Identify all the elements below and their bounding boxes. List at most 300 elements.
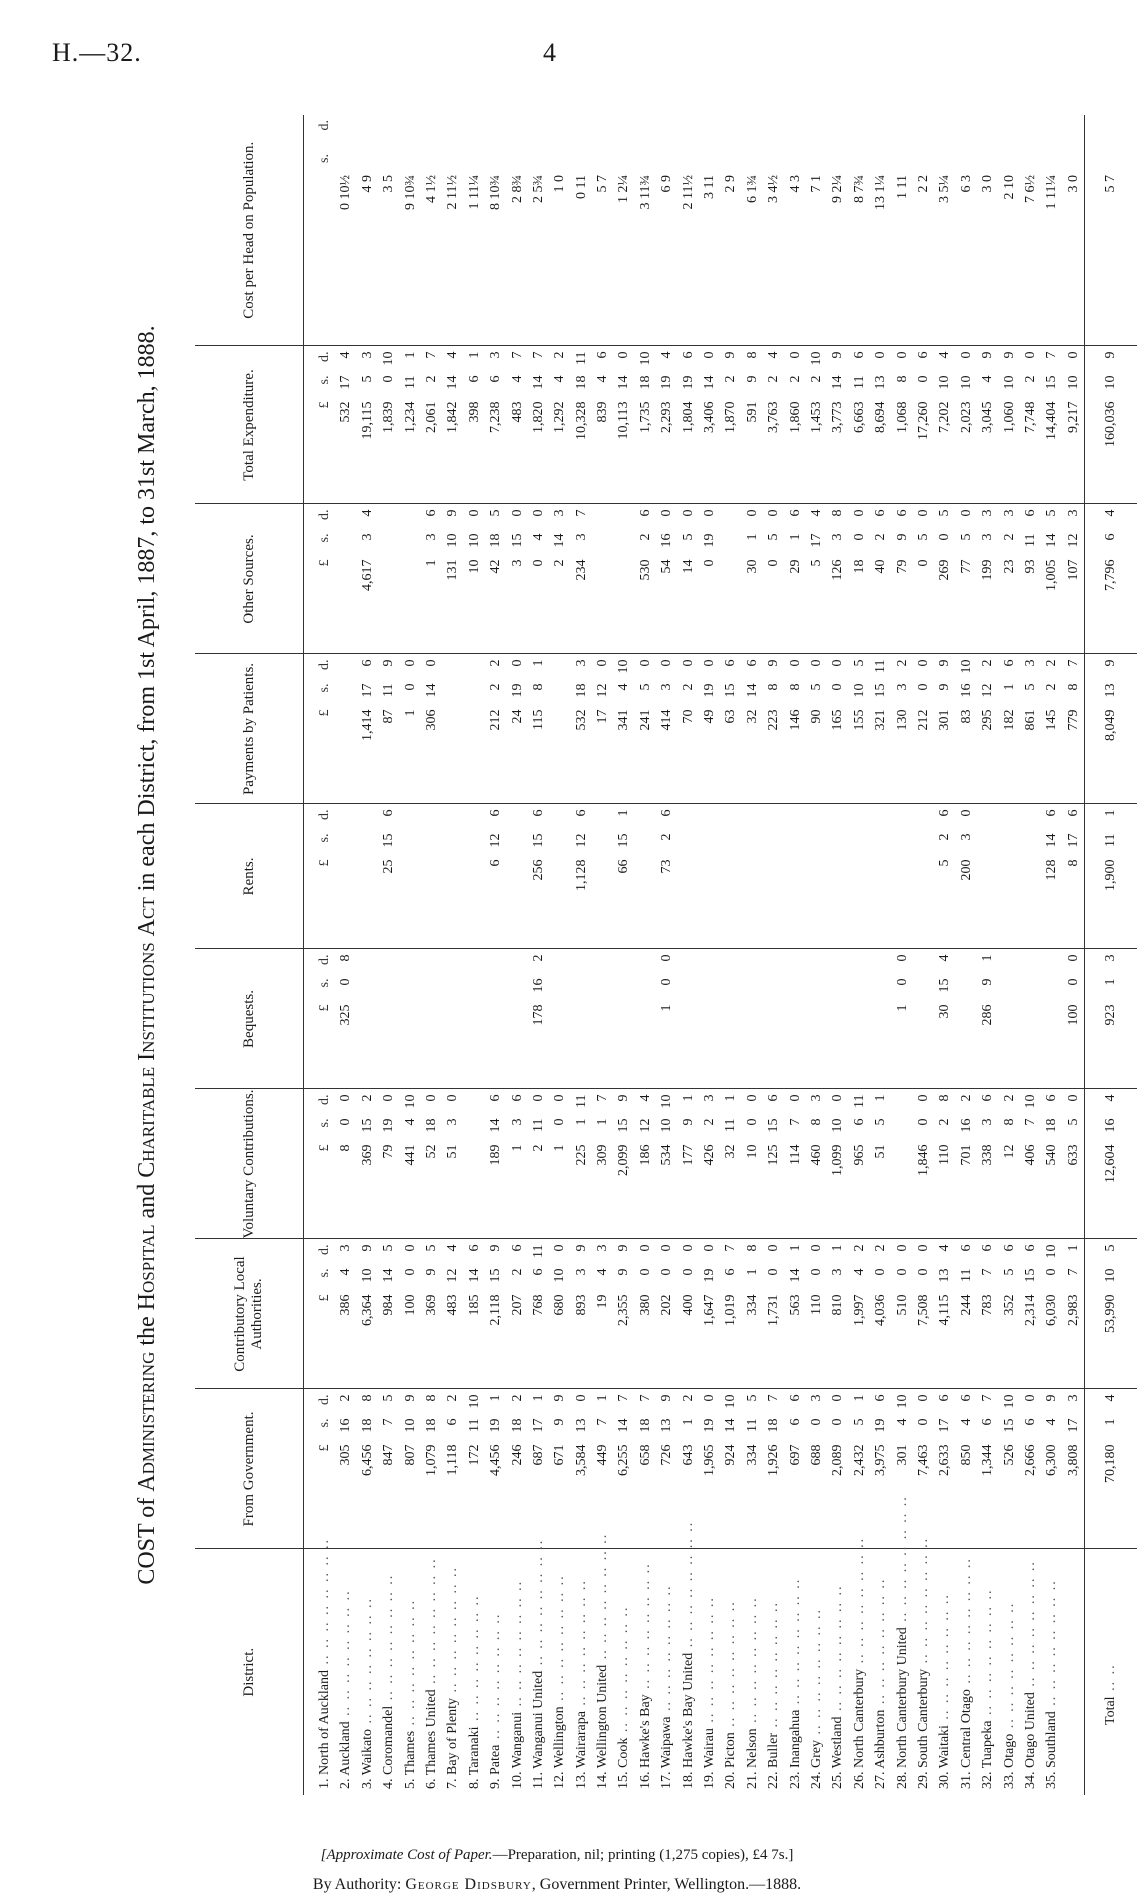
pounds: 200 <box>958 859 974 881</box>
pounds: 2,355 <box>616 1294 632 1326</box>
pounds <box>870 1005 891 1067</box>
district-row <box>528 1538 549 1796</box>
pence: 1 <box>595 1394 611 1402</box>
shillings: 14 <box>488 1118 504 1133</box>
pence: 6 <box>1022 1244 1038 1252</box>
pounds: 77 <box>958 559 974 574</box>
pounds: 110 <box>937 1144 953 1165</box>
amount-row <box>464 950 485 1089</box>
shillings: 19 <box>381 1118 397 1133</box>
pounds: 10,328 <box>573 401 589 440</box>
pence <box>613 955 634 979</box>
pounds: 32 <box>723 1144 739 1159</box>
leader-dots: .. .. .. .. .. .. .. .. <box>595 1532 611 1665</box>
pence: 9 <box>402 1394 418 1402</box>
pounds: 295 <box>980 709 996 731</box>
district-name: 24. Grey <box>808 1740 824 1789</box>
amount-row <box>400 1390 421 1549</box>
shillings: 15 <box>616 1118 632 1133</box>
pence: 0 <box>915 1244 931 1252</box>
shillings: 1 <box>744 1268 760 1276</box>
pounds <box>635 1005 656 1067</box>
amount-row <box>528 805 549 949</box>
district-row <box>934 1550 955 1796</box>
amount-row <box>977 950 998 1089</box>
pounds: 338 <box>980 1144 996 1166</box>
per-head-value: 8 7¾ <box>851 175 867 203</box>
pence: 9 <box>381 659 397 667</box>
amount-row <box>678 347 699 504</box>
local-authorities-column <box>304 1239 1085 1389</box>
per-head-value: 3 0 <box>980 175 996 193</box>
pounds: 9,217 <box>1065 401 1081 433</box>
amount-row <box>678 1240 699 1389</box>
amount-row <box>956 347 977 504</box>
shillings: 18 <box>637 375 653 390</box>
per-head-value: 0 11 <box>573 175 589 199</box>
pounds: 3,406 <box>702 401 718 433</box>
pence: 3 <box>1022 659 1038 667</box>
shillings: 6 <box>723 1268 739 1276</box>
shillings: 18 <box>359 1418 375 1433</box>
pence <box>635 810 656 834</box>
pounds: 1,731 <box>766 1294 782 1326</box>
shillings: 0 <box>402 683 418 691</box>
amount-row <box>442 347 463 504</box>
pence: 0 <box>552 1244 568 1252</box>
shillings: 11 <box>466 1418 482 1432</box>
other-sources-column <box>304 504 1085 654</box>
pence <box>699 955 720 979</box>
amount-row <box>806 1390 827 1549</box>
unit-pounds: £ <box>317 1144 332 1152</box>
pounds <box>635 860 656 922</box>
pounds: 414 <box>659 709 675 731</box>
pounds: 83 <box>958 709 974 724</box>
district-row <box>849 1536 870 1796</box>
unit-pounds: £ <box>317 1004 332 1012</box>
amount-row <box>806 805 827 949</box>
pounds <box>442 710 463 772</box>
col-header-voluntary: Voluntary Contributions. <box>195 1089 304 1239</box>
pence: 0 <box>808 1244 824 1252</box>
total-amount <box>1100 347 1121 504</box>
pence: 8 <box>744 1244 760 1252</box>
pence: 11 <box>873 659 889 673</box>
per-head-value: 4 3 <box>787 175 803 193</box>
pence <box>892 1095 913 1119</box>
amount-row <box>956 655 977 804</box>
shillings: 0 <box>851 533 867 541</box>
district-name: 3. Waikato <box>359 1728 375 1789</box>
pence: 2 <box>958 1094 974 1102</box>
pence: 9 <box>830 351 846 359</box>
pence: 0 <box>680 509 696 517</box>
shillings: 0 <box>381 375 397 383</box>
shillings: 19 <box>702 533 718 548</box>
pence: 9 <box>359 1244 375 1252</box>
per-head-column <box>304 115 1085 346</box>
pence <box>1041 955 1062 979</box>
amount-row <box>485 950 506 1089</box>
pence <box>806 955 827 979</box>
shillings <box>678 834 699 860</box>
total-label-cell: Total .. .. <box>1085 1549 1137 1795</box>
pence: 7 <box>573 509 589 517</box>
pounds: 6,663 <box>851 401 867 433</box>
shillings: 8 <box>530 683 546 691</box>
shillings <box>335 834 356 860</box>
amount-row <box>1041 347 1062 504</box>
amount-row <box>999 1390 1020 1549</box>
shillings: 7 <box>1065 1268 1081 1276</box>
amount-row <box>400 655 421 804</box>
pence: 0 <box>873 351 889 359</box>
shillings: 3 <box>659 683 675 691</box>
pence: 11 <box>530 1244 546 1258</box>
pence: 6 <box>488 1094 504 1102</box>
district-name: 1. North of Auckland <box>317 1670 332 1789</box>
unit-pounds: £ <box>317 1294 332 1302</box>
pence: 6 <box>958 1244 974 1252</box>
amount-row <box>549 347 570 504</box>
pounds: 1 <box>402 709 418 717</box>
amount-row <box>549 1090 570 1239</box>
amount-row <box>892 950 913 1089</box>
amount-row <box>934 1390 955 1549</box>
col-header-per-head: Cost per Head on Population. <box>195 115 304 346</box>
unit-pence: d. <box>317 120 332 131</box>
pence: 6 <box>1001 1244 1017 1252</box>
pence: 2 <box>894 659 910 667</box>
district-row <box>335 1550 356 1796</box>
amount-row <box>913 1090 934 1239</box>
unit-pence: d. <box>317 1394 332 1405</box>
shillings: 15 <box>766 1118 782 1133</box>
pounds: 1,344 <box>980 1444 996 1476</box>
pence: 9 <box>552 1394 568 1402</box>
pounds: 1 <box>509 1144 525 1152</box>
unit-shillings: s. <box>317 1268 332 1278</box>
pence <box>507 955 528 979</box>
amount-row <box>1020 805 1041 949</box>
district-name: 11. Wanganui United <box>530 1670 546 1789</box>
total-amount <box>1100 1390 1121 1549</box>
amount-row <box>442 950 463 1089</box>
authority-line: By Authority: George Didsbury, Government Printer, Wellington.—1888. <box>312 1876 802 1893</box>
leader-dots: .. .. .. .. .. .. .. .. <box>766 1601 782 1733</box>
pounds: 1 <box>423 559 439 567</box>
amount-row <box>913 805 934 949</box>
pounds: 1,453 <box>808 401 824 433</box>
pence: 0 <box>680 1244 696 1252</box>
pence: 10 <box>466 1394 482 1409</box>
amount-row <box>913 1390 934 1549</box>
amount-row <box>934 347 955 504</box>
shillings <box>378 979 399 1005</box>
shillings: 7 <box>1022 1118 1038 1126</box>
amount-row <box>1063 1390 1084 1549</box>
pounds: 6,255 <box>616 1444 632 1476</box>
pounds: 79 <box>894 559 910 574</box>
shillings: 13 <box>659 1418 675 1433</box>
amount-row <box>571 655 592 804</box>
pounds: 29 <box>787 559 803 574</box>
pounds: 1,647 <box>702 1294 718 1326</box>
pounds: 87 <box>381 709 397 724</box>
district-name: 7. Bay of Plenty <box>445 1698 461 1789</box>
pounds: 5 <box>937 859 953 867</box>
amount-row <box>592 347 613 504</box>
shillings: 14 <box>445 375 461 390</box>
amount-row <box>806 347 827 504</box>
shillings: 15 <box>1001 1418 1017 1433</box>
pounds: 18 <box>851 559 867 574</box>
shillings <box>485 979 506 1005</box>
pence: 6 <box>1001 659 1017 667</box>
pounds <box>357 1005 378 1067</box>
pence: 10 <box>1001 1394 1017 1409</box>
amount-row <box>613 505 634 654</box>
rents-column <box>304 804 1085 949</box>
pounds: 483 <box>445 1294 461 1316</box>
shillings: 11 <box>958 1268 974 1282</box>
amount-row <box>763 347 784 504</box>
pounds: 128 <box>1044 859 1060 881</box>
district-row <box>442 1550 463 1796</box>
pence <box>400 810 421 834</box>
pounds <box>592 560 613 622</box>
shillings: 0 <box>915 683 931 691</box>
pounds: 225 <box>573 1144 589 1166</box>
amount-row <box>613 1240 634 1389</box>
district-name: 18. Hawke's Bay United <box>680 1652 696 1789</box>
amount-row <box>335 950 356 1089</box>
amount-row <box>571 1090 592 1239</box>
amount-row <box>549 1390 570 1549</box>
amount-row <box>442 1240 463 1389</box>
pence <box>913 810 934 834</box>
shillings: 2 <box>680 683 696 691</box>
pence: 6 <box>980 1244 996 1252</box>
shillings: 0 <box>937 533 953 541</box>
pence: 3 <box>1001 509 1017 517</box>
pence: 10 <box>894 1394 910 1409</box>
unit-pounds: £ <box>317 1444 332 1452</box>
pence: 2 <box>980 659 996 667</box>
total-per-head-value: 5 7 <box>1103 175 1119 193</box>
pence: 6 <box>937 809 953 817</box>
amount-row <box>613 950 634 1089</box>
amount-row <box>378 1390 399 1549</box>
leader-dots: .. .. .. .. .. .. .. .. <box>637 1562 653 1695</box>
amount-row <box>913 347 934 504</box>
amount-row <box>934 655 955 804</box>
amount-row <box>720 655 741 804</box>
amount-row <box>357 950 378 1089</box>
leader-dots: .. .. .. .. .. .. .. .. <box>980 1588 996 1721</box>
amount-row <box>956 1390 977 1549</box>
pounds: 923 <box>1103 1004 1119 1026</box>
pounds: 5 <box>808 559 824 567</box>
pence: 1 <box>787 1244 803 1252</box>
district-row <box>827 1550 848 1796</box>
unit-row <box>314 1240 335 1389</box>
leader-dots: .. .. .. .. .. .. .. .. <box>787 1577 803 1710</box>
shillings: 6 <box>466 375 482 383</box>
amount-row <box>464 505 485 654</box>
total-label: Total <box>1103 1696 1119 1725</box>
district-row <box>977 1550 998 1796</box>
pounds <box>720 1005 741 1067</box>
pence <box>400 510 421 534</box>
shillings: 5 <box>958 533 974 541</box>
bequests-column <box>304 949 1085 1089</box>
pence: 1 <box>1065 1244 1081 1252</box>
pence: 2 <box>680 1394 696 1402</box>
amount-row <box>785 505 806 654</box>
shillings: 16 <box>530 978 546 993</box>
amount-row <box>635 1390 656 1549</box>
pounds: 172 <box>466 1444 482 1466</box>
shillings <box>464 1119 485 1145</box>
pence: 2 <box>1001 1094 1017 1102</box>
shillings: 2 <box>766 375 782 383</box>
pounds: 12,604 <box>1103 1144 1119 1183</box>
pence: 7 <box>1065 659 1081 667</box>
pounds: 8,049 <box>1103 709 1119 741</box>
pounds <box>335 560 356 622</box>
pence: 1 <box>616 809 632 817</box>
amount-row <box>357 655 378 804</box>
amount-row <box>571 505 592 654</box>
shillings: 17 <box>338 375 354 390</box>
pence: 7 <box>723 1244 739 1252</box>
pounds <box>335 860 356 922</box>
amount-row <box>934 950 955 1089</box>
shillings <box>1020 979 1041 1005</box>
approximate-cost-note: [Approximate Cost of Paper.—Preparation, nil; printing (1,275 copies), £4 7s.] <box>320 1847 794 1863</box>
shillings <box>956 979 977 1005</box>
pounds <box>849 860 870 922</box>
district-row <box>763 1550 784 1796</box>
pounds: 7,238 <box>488 401 504 433</box>
district-name: 17. Waipawa <box>659 1716 675 1789</box>
pence: 1 <box>851 1394 867 1402</box>
amount-row <box>720 950 741 1089</box>
pounds: 2,293 <box>659 401 675 433</box>
pounds <box>592 1005 613 1067</box>
amount-row <box>357 1240 378 1389</box>
pounds: 53,990 <box>1103 1294 1119 1333</box>
pence: 9 <box>445 509 461 517</box>
pence <box>785 810 806 834</box>
pounds: 1,118 <box>445 1444 461 1476</box>
district-name: 29. South Canterbury <box>915 1668 931 1789</box>
amount-row <box>1063 950 1084 1089</box>
amount-row <box>827 805 848 949</box>
shillings: 14 <box>830 375 846 390</box>
amount-row <box>742 1240 763 1389</box>
pence <box>592 955 613 979</box>
shillings: 1 <box>1001 683 1017 691</box>
pounds <box>720 860 741 922</box>
amount-row <box>742 950 763 1089</box>
amount-row <box>827 347 848 504</box>
pounds: 202 <box>659 1294 675 1316</box>
pounds: 530 <box>637 559 653 581</box>
pence <box>335 810 356 834</box>
shillings: 10 <box>466 533 482 548</box>
unit-shillings: s. <box>317 683 332 693</box>
shillings: 2 <box>873 533 889 541</box>
pounds: 2 <box>552 559 568 567</box>
pence <box>785 955 806 979</box>
pounds: 7,463 <box>915 1444 931 1476</box>
pounds: 14 <box>680 559 696 574</box>
shillings <box>635 834 656 860</box>
unit-pence: d. <box>317 659 332 670</box>
shillings: 10 <box>937 375 953 390</box>
total-rents <box>1085 804 1137 949</box>
pence: 0 <box>445 1094 461 1102</box>
pounds <box>400 860 421 922</box>
pounds: 1,926 <box>766 1444 782 1476</box>
amount-row <box>378 1240 399 1389</box>
shillings: 3 <box>894 683 910 691</box>
pounds <box>1041 1005 1062 1067</box>
shillings <box>442 979 463 1005</box>
pounds <box>464 860 485 922</box>
pence: 3 <box>595 1244 611 1252</box>
pence: 0 <box>702 1244 718 1252</box>
pence: 0 <box>787 659 803 667</box>
pence: 11 <box>573 351 589 365</box>
shillings: 0 <box>637 1268 653 1276</box>
shillings <box>613 979 634 1005</box>
amount-row <box>378 655 399 804</box>
shillings: 11 <box>1103 833 1119 847</box>
page-number: 4 <box>543 38 556 67</box>
pence: 10 <box>1022 1094 1038 1109</box>
shillings: 5 <box>1022 683 1038 691</box>
shillings: 14 <box>552 533 568 548</box>
pounds: 70 <box>680 709 696 724</box>
amount-row <box>528 1390 549 1549</box>
shillings: 5 <box>1001 1268 1017 1276</box>
pounds: 49 <box>702 709 718 724</box>
amount-row <box>656 1390 677 1549</box>
amount-row <box>635 1240 656 1389</box>
pence: 8 <box>830 509 846 517</box>
pence: 10 <box>958 659 974 674</box>
amount-row <box>613 1390 634 1549</box>
pence <box>357 955 378 979</box>
document-reference: H.—32. <box>52 38 142 67</box>
amount-row <box>913 1240 934 1389</box>
pence: 11 <box>851 1094 867 1108</box>
per-head-value: 4 9 <box>359 175 375 193</box>
shillings: 18 <box>766 1418 782 1433</box>
header-row <box>195 115 304 1795</box>
pounds: 386 <box>338 1294 354 1316</box>
unit-pounds: £ <box>317 709 332 717</box>
pence: 2 <box>1044 659 1060 667</box>
leader-dots: .. .. .. .. .. .. .. .. <box>423 1557 439 1690</box>
pounds: 526 <box>1001 1444 1017 1466</box>
pence: 0 <box>1022 1394 1038 1402</box>
amount-row <box>507 1390 528 1549</box>
